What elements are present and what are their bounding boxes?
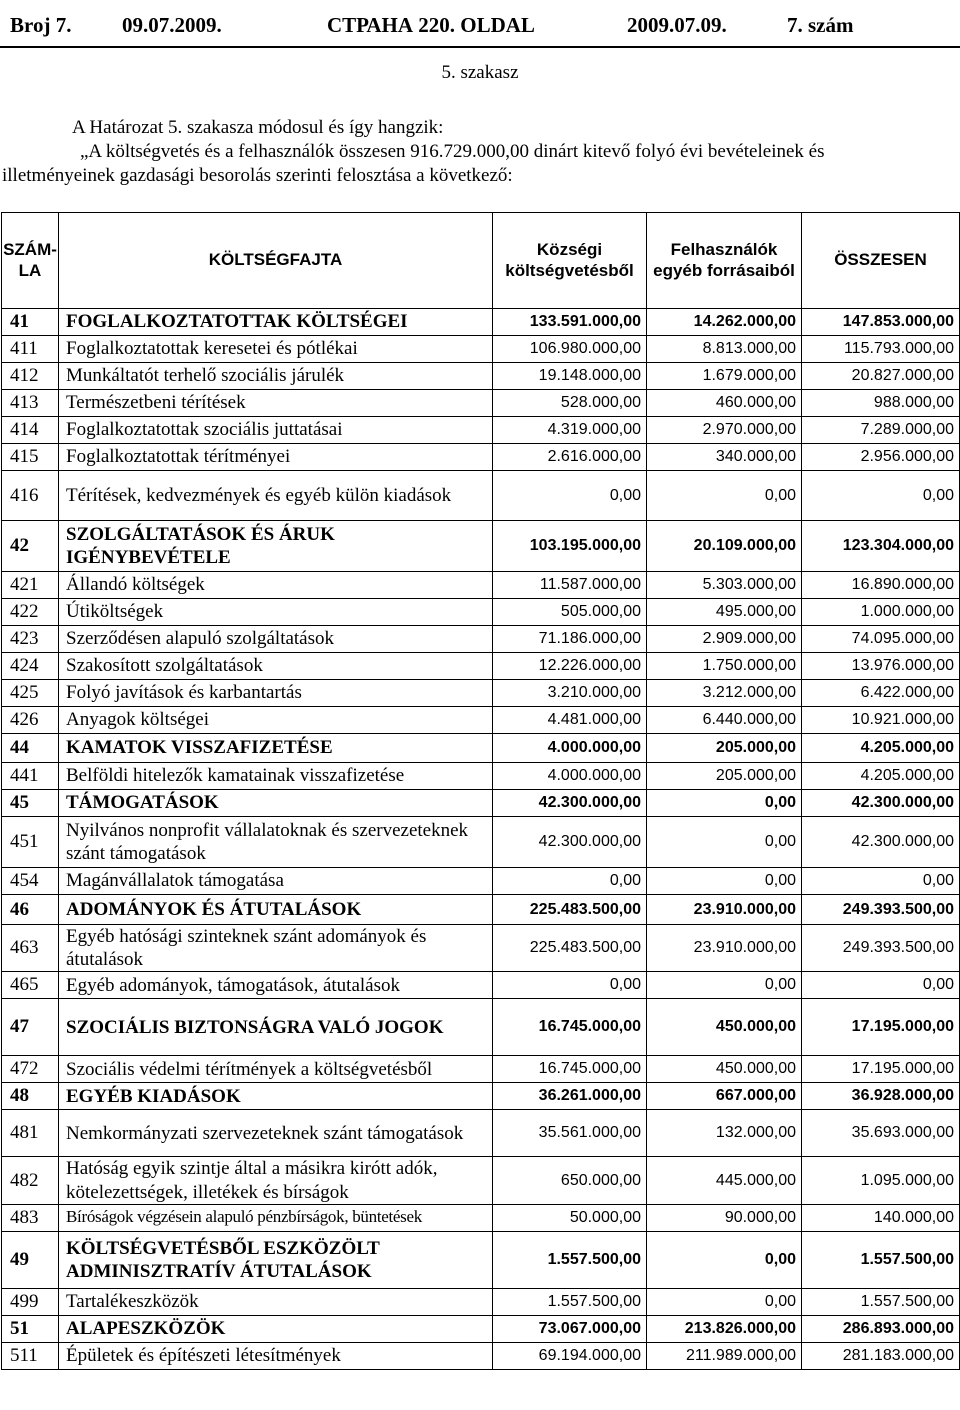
header-date: 09.07.2009. bbox=[122, 13, 222, 37]
account-code: 46 bbox=[2, 895, 59, 925]
total-amount: 6.422.000,00 bbox=[802, 680, 960, 707]
municipal-amount: 0,00 bbox=[493, 868, 647, 895]
other-sources-amount: 205.000,00 bbox=[647, 763, 802, 790]
table-row bbox=[2, 707, 960, 734]
table-row bbox=[2, 817, 960, 868]
total-amount: 0,00 bbox=[802, 972, 960, 999]
account-code: 49 bbox=[2, 1231, 59, 1288]
account-code: 511 bbox=[2, 1342, 59, 1369]
cost-type-name: Szociális védelmi térítmények a költségvetésből bbox=[59, 1056, 493, 1083]
account-code: 415 bbox=[2, 444, 59, 471]
other-sources-amount: 2.970.000,00 bbox=[647, 417, 802, 444]
other-sources-amount: 2.909.000,00 bbox=[647, 626, 802, 653]
cost-type-name: Útiköltségek bbox=[59, 599, 493, 626]
account-code: 472 bbox=[2, 1056, 59, 1083]
cost-type-name: SZOLGÁLTATÁSOK ÉS ÁRUK IGÉNYBEVÉTELE bbox=[59, 521, 493, 572]
header-total: ÖSSZESEN bbox=[802, 213, 960, 309]
other-sources-amount: 20.109.000,00 bbox=[647, 521, 802, 572]
total-amount: 42.300.000,00 bbox=[802, 790, 960, 817]
municipal-amount: 4.319.000,00 bbox=[493, 417, 647, 444]
cost-type-name: Szerződésen alapuló szolgáltatások bbox=[59, 626, 493, 653]
other-sources-amount: 1.750.000,00 bbox=[647, 653, 802, 680]
account-code: 422 bbox=[2, 599, 59, 626]
other-sources-amount: 132.000,00 bbox=[647, 1110, 802, 1157]
cost-type-name: Szakosított szolgáltatások bbox=[59, 653, 493, 680]
other-sources-amount: 1.679.000,00 bbox=[647, 363, 802, 390]
cost-type-name: ADOMÁNYOK ÉS ÁTUTALÁSOK bbox=[59, 895, 493, 925]
total-amount: 36.928.000,00 bbox=[802, 1083, 960, 1110]
other-sources-amount: 0,00 bbox=[647, 972, 802, 999]
section-title: 5. szakasz bbox=[441, 62, 519, 83]
cost-type-name: Épületek és építészeti létesítmények bbox=[59, 1342, 493, 1369]
total-amount: 1.000.000,00 bbox=[802, 599, 960, 626]
total-amount: 17.195.000,00 bbox=[802, 1056, 960, 1083]
account-code: 42 bbox=[2, 521, 59, 572]
table-row bbox=[2, 790, 960, 817]
municipal-amount: 11.587.000,00 bbox=[493, 572, 647, 599]
table-row bbox=[2, 680, 960, 707]
total-amount: 35.693.000,00 bbox=[802, 1110, 960, 1157]
other-sources-amount: 460.000,00 bbox=[647, 390, 802, 417]
municipal-amount: 4.000.000,00 bbox=[493, 763, 647, 790]
other-sources-amount: 23.910.000,00 bbox=[647, 895, 802, 925]
total-amount: 17.195.000,00 bbox=[802, 999, 960, 1056]
other-sources-amount: 205.000,00 bbox=[647, 734, 802, 763]
table-row bbox=[2, 626, 960, 653]
table-row bbox=[2, 1231, 960, 1288]
header-issue: Broj 7. bbox=[10, 13, 72, 37]
account-code: 481 bbox=[2, 1110, 59, 1157]
municipal-amount: 505.000,00 bbox=[493, 599, 647, 626]
municipal-amount: 71.186.000,00 bbox=[493, 626, 647, 653]
table-row bbox=[2, 390, 960, 417]
account-code: 454 bbox=[2, 868, 59, 895]
total-amount: 147.853.000,00 bbox=[802, 309, 960, 336]
account-code: 424 bbox=[2, 653, 59, 680]
header-municipal: Községi költségvetésből bbox=[493, 213, 647, 309]
table-header-row bbox=[2, 213, 960, 309]
municipal-amount: 16.745.000,00 bbox=[493, 1056, 647, 1083]
account-code: 413 bbox=[2, 390, 59, 417]
total-amount: 286.893.000,00 bbox=[802, 1315, 960, 1342]
account-code: 47 bbox=[2, 999, 59, 1056]
total-amount: 4.205.000,00 bbox=[802, 734, 960, 763]
other-sources-amount: 340.000,00 bbox=[647, 444, 802, 471]
municipal-amount: 225.483.500,00 bbox=[493, 925, 647, 972]
total-amount: 74.095.000,00 bbox=[802, 626, 960, 653]
municipal-amount: 1.557.500,00 bbox=[493, 1288, 647, 1315]
total-amount: 0,00 bbox=[802, 868, 960, 895]
other-sources-amount: 450.000,00 bbox=[647, 1056, 802, 1083]
account-code: 412 bbox=[2, 363, 59, 390]
page-header bbox=[0, 0, 960, 48]
other-sources-amount: 667.000,00 bbox=[647, 1083, 802, 1110]
table-row bbox=[2, 417, 960, 444]
cost-type-name: KAMATOK VISSZAFIZETÉSE bbox=[59, 734, 493, 763]
cost-type-name: KÖLTSÉGVETÉSBŐL ESZKÖZÖLT ADMINISZTRATÍV ÁTUTALÁSOK bbox=[59, 1231, 493, 1288]
account-code: 499 bbox=[2, 1288, 59, 1315]
total-amount: 0,00 bbox=[802, 471, 960, 521]
municipal-amount: 225.483.500,00 bbox=[493, 895, 647, 925]
cost-type-name: Munkáltatót terhelő szociális járulék bbox=[59, 363, 493, 390]
cost-type-name: SZOCIÁLIS BIZTONSÁGRA VALÓ JOGOK bbox=[59, 999, 493, 1056]
other-sources-amount: 0,00 bbox=[647, 790, 802, 817]
other-sources-amount: 3.212.000,00 bbox=[647, 680, 802, 707]
municipal-amount: 4.481.000,00 bbox=[493, 707, 647, 734]
cost-type-name: FOGLALKOZTATOTTAK KÖLTSÉGEI bbox=[59, 309, 493, 336]
account-code: 41 bbox=[2, 309, 59, 336]
table-row bbox=[2, 1315, 960, 1342]
table-row bbox=[2, 972, 960, 999]
municipal-amount: 1.557.500,00 bbox=[493, 1231, 647, 1288]
total-amount: 281.183.000,00 bbox=[802, 1342, 960, 1369]
account-code: 441 bbox=[2, 763, 59, 790]
total-amount: 13.976.000,00 bbox=[802, 653, 960, 680]
account-code: 483 bbox=[2, 1204, 59, 1231]
other-sources-amount: 90.000,00 bbox=[647, 1204, 802, 1231]
cost-type-name: Térítések, kedvezmények és egyéb külön kiadások bbox=[59, 471, 493, 521]
other-sources-amount: 0,00 bbox=[647, 1288, 802, 1315]
other-sources-amount: 0,00 bbox=[647, 471, 802, 521]
table-row bbox=[2, 1110, 960, 1157]
cost-type-name: Tartalékeszközök bbox=[59, 1288, 493, 1315]
municipal-amount: 50.000,00 bbox=[493, 1204, 647, 1231]
total-amount: 988.000,00 bbox=[802, 390, 960, 417]
account-code: 414 bbox=[2, 417, 59, 444]
municipal-amount: 528.000,00 bbox=[493, 390, 647, 417]
table-row bbox=[2, 309, 960, 336]
account-code: 463 bbox=[2, 925, 59, 972]
table-row bbox=[2, 763, 960, 790]
table-row bbox=[2, 363, 960, 390]
cost-type-name: Nyilvános nonprofit vállalatoknak és szervezeteknek szánt támogatások bbox=[59, 817, 493, 868]
table-body bbox=[2, 309, 960, 1370]
table-row bbox=[2, 1204, 960, 1231]
cost-type-name: TÁMOGATÁSOK bbox=[59, 790, 493, 817]
total-amount: 1.557.500,00 bbox=[802, 1231, 960, 1288]
header-other-sources: Felhasználók egyéb forrásaiból bbox=[647, 213, 802, 309]
municipal-amount: 73.067.000,00 bbox=[493, 1315, 647, 1342]
account-code: 425 bbox=[2, 680, 59, 707]
total-amount: 4.205.000,00 bbox=[802, 763, 960, 790]
cost-type-name: Hatóság egyik szintje által a másikra kirótt adók, kötelezettségek, illetékek és bírságok bbox=[59, 1157, 493, 1204]
cost-type-name: Foglalkoztatottak szociális juttatásai bbox=[59, 417, 493, 444]
municipal-amount: 16.745.000,00 bbox=[493, 999, 647, 1056]
table-row bbox=[2, 336, 960, 363]
municipal-amount: 12.226.000,00 bbox=[493, 653, 647, 680]
header-account: SZÁM-LA bbox=[2, 213, 59, 309]
total-amount: 20.827.000,00 bbox=[802, 363, 960, 390]
municipal-amount: 0,00 bbox=[493, 972, 647, 999]
municipal-amount: 103.195.000,00 bbox=[493, 521, 647, 572]
table-row bbox=[2, 1342, 960, 1369]
header-cost-type: KÖLTSÉGFAJTA bbox=[59, 213, 493, 309]
table-row bbox=[2, 1083, 960, 1110]
table-row bbox=[2, 1288, 960, 1315]
other-sources-amount: 8.813.000,00 bbox=[647, 336, 802, 363]
cost-type-name: Bíróságok végzésein alapuló pénzbírságok, büntetések bbox=[59, 1204, 493, 1231]
cost-type-name: Állandó költségek bbox=[59, 572, 493, 599]
header-page: СТРАНА 220. OLDAL bbox=[327, 13, 535, 37]
cost-type-name: Egyéb hatósági szinteknek szánt adományok és átutalások bbox=[59, 925, 493, 972]
total-amount: 16.890.000,00 bbox=[802, 572, 960, 599]
other-sources-amount: 0,00 bbox=[647, 868, 802, 895]
municipal-amount: 2.616.000,00 bbox=[493, 444, 647, 471]
table-row bbox=[2, 734, 960, 763]
other-sources-amount: 5.303.000,00 bbox=[647, 572, 802, 599]
total-amount: 123.304.000,00 bbox=[802, 521, 960, 572]
table-row bbox=[2, 599, 960, 626]
total-amount: 249.393.500,00 bbox=[802, 925, 960, 972]
total-amount: 2.956.000,00 bbox=[802, 444, 960, 471]
table-row bbox=[2, 444, 960, 471]
account-code: 416 bbox=[2, 471, 59, 521]
account-code: 421 bbox=[2, 572, 59, 599]
cost-type-name: Nemkormányzati szervezeteknek szánt támogatások bbox=[59, 1110, 493, 1157]
table-row bbox=[2, 925, 960, 972]
municipal-amount: 650.000,00 bbox=[493, 1157, 647, 1204]
table-row bbox=[2, 471, 960, 521]
municipal-amount: 133.591.000,00 bbox=[493, 309, 647, 336]
other-sources-amount: 495.000,00 bbox=[647, 599, 802, 626]
intro-line-1: A Határozat 5. szakasza módosul és így hangzik: bbox=[72, 117, 444, 138]
table-row bbox=[2, 1157, 960, 1204]
account-code: 411 bbox=[2, 336, 59, 363]
municipal-amount: 0,00 bbox=[493, 471, 647, 521]
account-code: 51 bbox=[2, 1315, 59, 1342]
header-rule bbox=[0, 46, 960, 48]
account-code: 48 bbox=[2, 1083, 59, 1110]
total-amount: 140.000,00 bbox=[802, 1204, 960, 1231]
total-amount: 115.793.000,00 bbox=[802, 336, 960, 363]
total-amount: 7.289.000,00 bbox=[802, 417, 960, 444]
other-sources-amount: 23.910.000,00 bbox=[647, 925, 802, 972]
intro-line-3: illetményeinek gazdasági besorolás szerinti felosztása a következő: bbox=[2, 165, 513, 186]
table-row bbox=[2, 521, 960, 572]
table-row bbox=[2, 653, 960, 680]
municipal-amount: 19.148.000,00 bbox=[493, 363, 647, 390]
cost-type-name: ALAPESZKÖZÖK bbox=[59, 1315, 493, 1342]
municipal-amount: 36.261.000,00 bbox=[493, 1083, 647, 1110]
other-sources-amount: 14.262.000,00 bbox=[647, 309, 802, 336]
account-code: 465 bbox=[2, 972, 59, 999]
table-row bbox=[2, 572, 960, 599]
header-date-hu: 2009.07.09. bbox=[627, 13, 727, 37]
other-sources-amount: 0,00 bbox=[647, 817, 802, 868]
cost-type-name: Magánvállalatok támogatása bbox=[59, 868, 493, 895]
total-amount: 42.300.000,00 bbox=[802, 817, 960, 868]
other-sources-amount: 445.000,00 bbox=[647, 1157, 802, 1204]
other-sources-amount: 213.826.000,00 bbox=[647, 1315, 802, 1342]
cost-type-name: Folyó javítások és karbantartás bbox=[59, 680, 493, 707]
municipal-amount: 3.210.000,00 bbox=[493, 680, 647, 707]
cost-type-name: Anyagok költségei bbox=[59, 707, 493, 734]
table-row bbox=[2, 895, 960, 925]
other-sources-amount: 211.989.000,00 bbox=[647, 1342, 802, 1369]
cost-type-name: Foglalkoztatottak keresetei és pótlékai bbox=[59, 336, 493, 363]
total-amount: 1.557.500,00 bbox=[802, 1288, 960, 1315]
cost-type-name: EGYÉB KIADÁSOK bbox=[59, 1083, 493, 1110]
budget-table bbox=[1, 212, 960, 1370]
municipal-amount: 69.194.000,00 bbox=[493, 1342, 647, 1369]
account-code: 451 bbox=[2, 817, 59, 868]
cost-type-name: Természetbeni térítések bbox=[59, 390, 493, 417]
cost-type-name: Belföldi hitelezők kamatainak visszafizetése bbox=[59, 763, 493, 790]
page-header-table bbox=[0, 0, 960, 38]
table-row bbox=[2, 1056, 960, 1083]
account-code: 482 bbox=[2, 1157, 59, 1204]
total-amount: 1.095.000,00 bbox=[802, 1157, 960, 1204]
cost-type-name: Egyéb adományok, támogatások, átutalások bbox=[59, 972, 493, 999]
municipal-amount: 42.300.000,00 bbox=[493, 817, 647, 868]
table-row bbox=[2, 999, 960, 1056]
other-sources-amount: 6.440.000,00 bbox=[647, 707, 802, 734]
other-sources-amount: 0,00 bbox=[647, 1231, 802, 1288]
municipal-amount: 106.980.000,00 bbox=[493, 336, 647, 363]
account-code: 426 bbox=[2, 707, 59, 734]
account-code: 44 bbox=[2, 734, 59, 763]
header-issue-hu: 7. szám bbox=[787, 13, 854, 37]
total-amount: 10.921.000,00 bbox=[802, 707, 960, 734]
account-code: 423 bbox=[2, 626, 59, 653]
municipal-amount: 42.300.000,00 bbox=[493, 790, 647, 817]
total-amount: 249.393.500,00 bbox=[802, 895, 960, 925]
table-row bbox=[2, 868, 960, 895]
other-sources-amount: 450.000,00 bbox=[647, 999, 802, 1056]
municipal-amount: 35.561.000,00 bbox=[493, 1110, 647, 1157]
municipal-amount: 4.000.000,00 bbox=[493, 734, 647, 763]
intro-line-2: „A költségvetés és a felhasználók összesen 916.729.000,00 dinárt kitevő folyó évi bevételeinek és bbox=[80, 141, 825, 162]
account-code: 45 bbox=[2, 790, 59, 817]
cost-type-name: Foglalkoztatottak térítményei bbox=[59, 444, 493, 471]
